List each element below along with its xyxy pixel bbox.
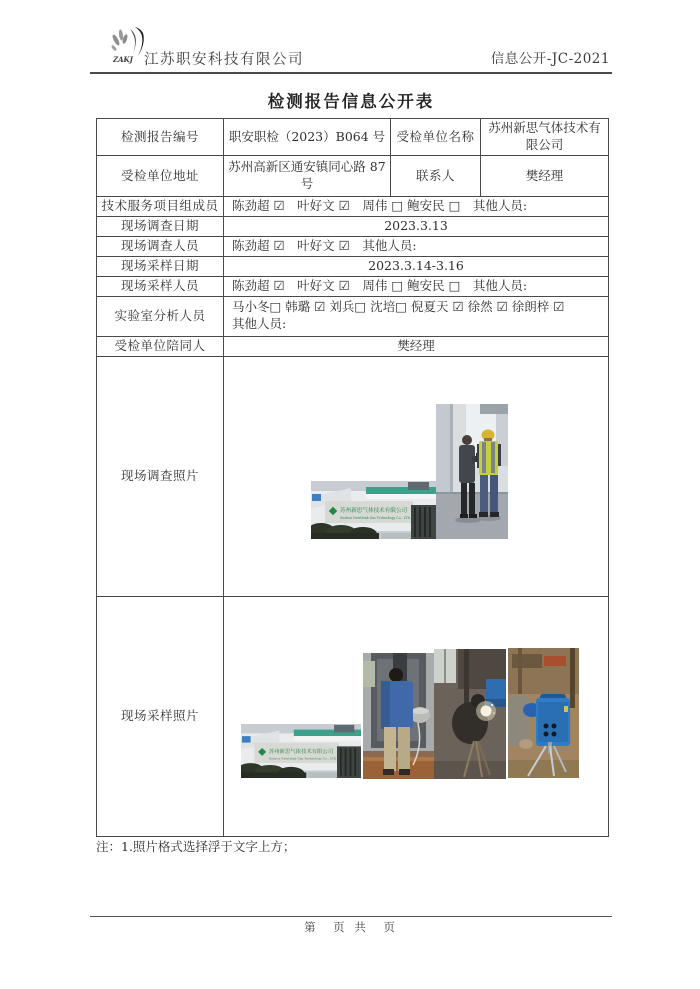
- row-lab-staff: [97, 296, 609, 336]
- row-address: [97, 156, 609, 197]
- photo-welding-sampling: [434, 649, 506, 779]
- row-survey-photos: [97, 356, 609, 596]
- survey-staff-value: 陈劲超 ☑ 叶好文 ☑ 其他人员:: [224, 236, 609, 256]
- lab-staff-line1: 马小冬□ 韩璐 ☑ 刘兵□ 沈培□ 倪夏天 ☑ 徐然 ☑ 徐朗梓 ☑: [232, 299, 565, 315]
- survey-staff-label: 现场调查人员: [97, 236, 224, 256]
- survey-photos-label: 现场调查照片: [97, 356, 224, 596]
- photo-factory-gate-2: [241, 724, 361, 778]
- row-report-no: [97, 119, 609, 156]
- report-no-value: 职安职检（2023）B064 号: [224, 119, 391, 156]
- sampling-staff-label: 现场采样人员: [97, 276, 224, 296]
- photo-surveyors: [436, 404, 508, 539]
- survey-date-value: 2023.3.13: [224, 217, 609, 237]
- row-sampling-photos: [97, 596, 609, 836]
- row-sampling-date: [97, 256, 609, 276]
- footnote: 注：1.照片格式选择浮于文字上方；: [96, 839, 296, 854]
- document-header: [90, 24, 612, 74]
- company-name: 江苏职安科技有限公司: [144, 52, 304, 68]
- page-title: 检测报告信息公开表: [267, 92, 435, 111]
- client-name-value: 苏州新思气体技术有限公司: [481, 119, 609, 156]
- lab-staff-line2: 其他人员:: [232, 316, 287, 331]
- address-value: 苏州高新区通安镇同心路 87 号: [224, 156, 391, 197]
- sampling-staff-value: 陈劲超 ☑ 叶好文 ☑ 周伟 □ 鲍安民 □ 其他人员:: [224, 276, 609, 296]
- escort-value: 樊经理: [224, 336, 609, 356]
- company-logo-icon: [107, 26, 149, 66]
- lab-staff-value: [224, 296, 609, 336]
- disclosure-form-table: [96, 118, 609, 837]
- factory-sign-en-2: Suzhou Newthink Gas Technology Co., LTD.: [268, 755, 337, 760]
- row-survey-date: [97, 217, 609, 237]
- logo-abbr-text: ZAKJ: [113, 55, 133, 64]
- sampling-date-label: 现场采样日期: [97, 256, 224, 276]
- escort-label: 受检单位陪同人: [97, 336, 224, 356]
- footer-divider: [90, 916, 612, 917]
- team-value: 陈劲超 ☑ 叶好文 ☑ 周伟 □ 鲍安民 □ 其他人员:: [224, 197, 609, 217]
- factory-sign-en: Suzhou Newthink Gas Technology Co., LTD.: [340, 515, 411, 520]
- sampling-photos-label: 现场采样照片: [97, 596, 224, 836]
- contact-label: 联系人: [391, 156, 481, 197]
- lab-staff-label: 实验室分析人员: [97, 296, 224, 336]
- survey-date-label: 现场调查日期: [97, 217, 224, 237]
- factory-sign-cn: 苏州新思气体技术有限公司: [340, 507, 408, 514]
- team-label: 技术服务项目组成员: [97, 197, 224, 217]
- row-sampling-staff: [97, 276, 609, 296]
- row-project-team: [97, 197, 609, 217]
- page-number-text: 第 页 共 页: [304, 920, 398, 934]
- photo-sampling-worker: [363, 653, 434, 779]
- report-no-label: 检测报告编号: [97, 119, 224, 156]
- row-escort: [97, 336, 609, 356]
- sampling-photos-cell: [224, 596, 609, 836]
- photo-factory-gate: [311, 481, 436, 539]
- sampling-date-value: 2023.3.14-3.16: [224, 256, 609, 276]
- factory-sign-cn-2: 苏州新思气体技术有限公司: [268, 748, 334, 755]
- photo-sampling-device: [508, 648, 579, 778]
- contact-value: 樊经理: [481, 156, 609, 197]
- row-survey-staff: [97, 236, 609, 256]
- client-name-label: 受检单位名称: [391, 119, 481, 156]
- doc-code: 信息公开-JC-2021: [490, 51, 610, 67]
- survey-photos-cell: [224, 356, 609, 596]
- address-label: 受检单位地址: [97, 156, 224, 197]
